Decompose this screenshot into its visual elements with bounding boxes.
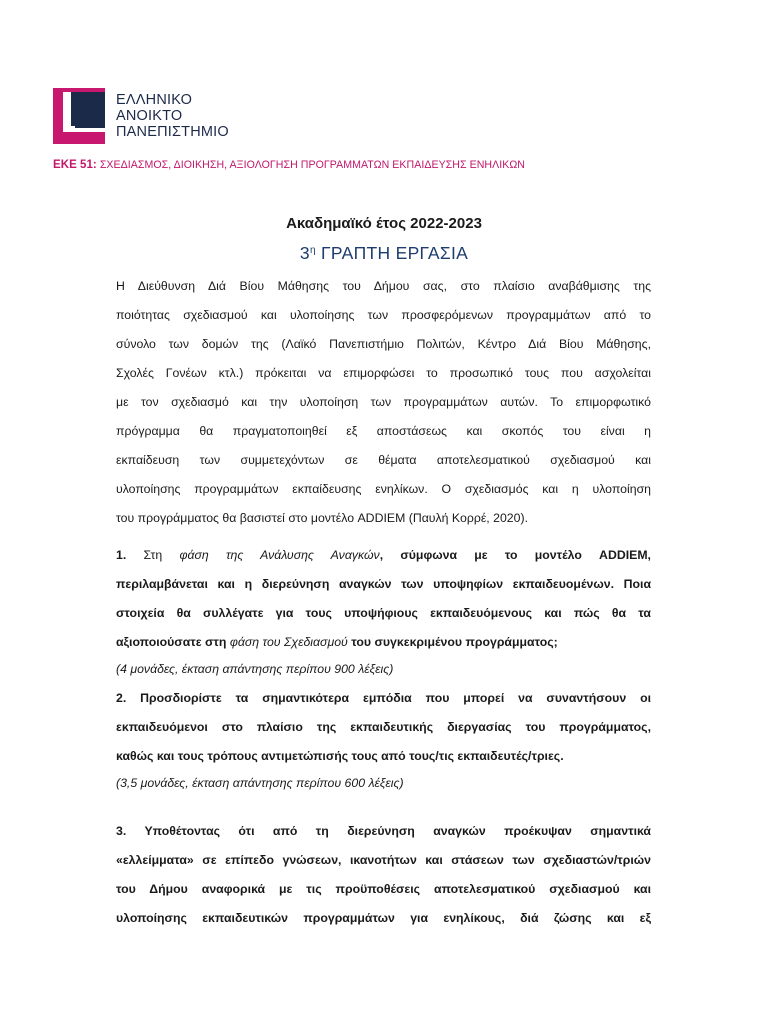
logo-line-1: ΕΛΛΗΝΙΚΟ bbox=[116, 92, 193, 108]
intro-line: υλοποίησης προγραμμάτων εκπαίδευσης ενηλίκων. Ο σχεδιασμός και η υλοποίηση bbox=[116, 482, 651, 496]
intro-line: Σχολές Γονέων κτλ.) πρόκειται να επιμορφώσει το προσωπικό τους που ασχολείται bbox=[116, 366, 651, 380]
logo-line-3: ΠΑΝΕΠΙΣΤΗΜΙΟ bbox=[116, 124, 229, 141]
question-3-line-4: υλοποίησης εκπαιδευτικών προγραμμάτων για ενηλίκους, διά ζώσης και εξ bbox=[116, 911, 651, 925]
question-1-line-3: στοιχεία θα συλλέγατε για τους υποψήφιους εκπαιδευόμενους και πώς θα τα bbox=[116, 606, 651, 620]
question-2 bbox=[116, 684, 651, 795]
assignment-number: 3 bbox=[299, 243, 310, 263]
course-heading bbox=[53, 159, 525, 171]
intro-line: με τον σχεδιασμό και την υλοποίηση των προγραμμάτων αυτών. Το επιμορφωτικό bbox=[116, 395, 651, 409]
question-1 bbox=[116, 541, 651, 681]
question-1-text-b: , σύμφωνα με το μοντέλο ADDIEM, bbox=[379, 548, 651, 562]
question-1-line-1 bbox=[116, 541, 651, 570]
question-2-number: 2. bbox=[116, 691, 127, 705]
intro-line: του προγράμματος θα βασιστεί στο μοντέλο ADDIEM (Παυλή Κορρέ, 2020). bbox=[116, 511, 528, 525]
question-3-line-2: «ελλείμματα» σε επίπεδο γνώσεων, ικανοτήτων και στάσεων των σχεδιαστών/τριών bbox=[116, 853, 651, 867]
intro-line: σύνολο των δομών της (Λαϊκό Πανεπιστήμιο Πολιτών, Κέντρο Διά Βίου Μάθησης, bbox=[116, 337, 651, 351]
question-1-text-d: του συγκεκριμένου προγράμματος; bbox=[351, 635, 558, 649]
question-3-text: Υποθέτοντας ότι από τη διερεύνηση αναγκών προέκυψαν σημαντικά bbox=[144, 824, 651, 838]
intro-line: εκπαίδευση των συμμετεχόντων σε θέματα αποτελεσματικού σχεδιασμού και bbox=[116, 453, 651, 467]
intro-paragraph bbox=[116, 272, 651, 533]
course-title: ΣΧΕΔΙΑΣΜΟΣ, ΔΙΟΙΚΗΣΗ, ΑΞΙΟΛΟΓΗΣΗ ΠΡΟΓΡΑΜΜΑΤΩΝ ΕΚΠΑΙΔΕΥΣΗΣ ΕΝΗΛΙΚΩΝ bbox=[99, 159, 525, 171]
question-2-points: (3,5 μονάδες, έκταση απάντησης περίπου 600 λέξεις) bbox=[116, 776, 404, 790]
question-2-text: Προσδιορίστε τα σημαντικότερα εμπόδια που μπορεί να συναντήσουν οι bbox=[140, 691, 651, 705]
logo-line-2: ΑΝΟΙΚΤΟ bbox=[116, 108, 183, 125]
university-logo bbox=[53, 88, 229, 148]
question-1-line-2: περιλαμβάνεται και η διερεύνηση αναγκών των υποψηφίων εκπαιδευομένων. Ποια bbox=[116, 577, 651, 591]
question-3 bbox=[116, 817, 651, 933]
logo-mark-icon bbox=[53, 88, 109, 144]
question-1-text-a: Στη bbox=[143, 548, 163, 562]
question-2-line-3: καθώς και τους τρόπους αντιμετώπισής τους από τους/τις εκπαιδευτές/τριες. bbox=[116, 749, 564, 763]
course-code: ΕΚΕ 51: bbox=[53, 159, 97, 171]
assignment-suffix: η bbox=[309, 245, 316, 256]
question-2-line-1 bbox=[116, 684, 651, 713]
question-3-number: 3. bbox=[116, 824, 127, 838]
question-1-phase-analysis: φάση της Ανάλυσης Αναγκών bbox=[179, 548, 380, 562]
intro-line: πρόγραμμα θα πραγματοποιηθεί εξ αποστάσεως και σκοπός του είναι η bbox=[116, 424, 651, 438]
question-3-line-3: του Δήμου αναφορικά με τις προϋποθέσεις αποτελεσματικού σχεδιασμού και bbox=[116, 882, 651, 896]
intro-line: Η Διεύθυνση Διά Βίου Μάθησης του Δήμου σας, στο πλαίσιο αναβάθμισης της bbox=[116, 279, 651, 293]
intro-line: ποιότητας σχεδιασμού και υλοποίησης των προσφερόμενων προγραμμάτων από το bbox=[116, 308, 651, 322]
question-2-line-2: εκπαιδευόμενοι στο πλαίσιο της εκπαιδευτικής διεργασίας του προγράμματος, bbox=[116, 720, 651, 734]
question-1-line-4 bbox=[116, 628, 651, 657]
assignment-title bbox=[0, 243, 768, 264]
question-3-line-1 bbox=[116, 817, 651, 846]
question-1-number: 1. bbox=[116, 548, 127, 562]
question-1-points: (4 μονάδες, έκταση απάντησης περίπου 900 λέξεις) bbox=[116, 662, 394, 676]
logo-text bbox=[116, 92, 229, 141]
question-1-phase-design: φάση του Σχεδιασμού bbox=[229, 635, 348, 649]
question-1-text-c: αξιοποιούσατε στη bbox=[116, 635, 227, 649]
assignment-title-text: ΓΡΑΠΤΗ ΕΡΓΑΣΙΑ bbox=[320, 243, 469, 263]
academic-year: Ακαδημαϊκό έτος 2022-2023 bbox=[286, 215, 482, 232]
